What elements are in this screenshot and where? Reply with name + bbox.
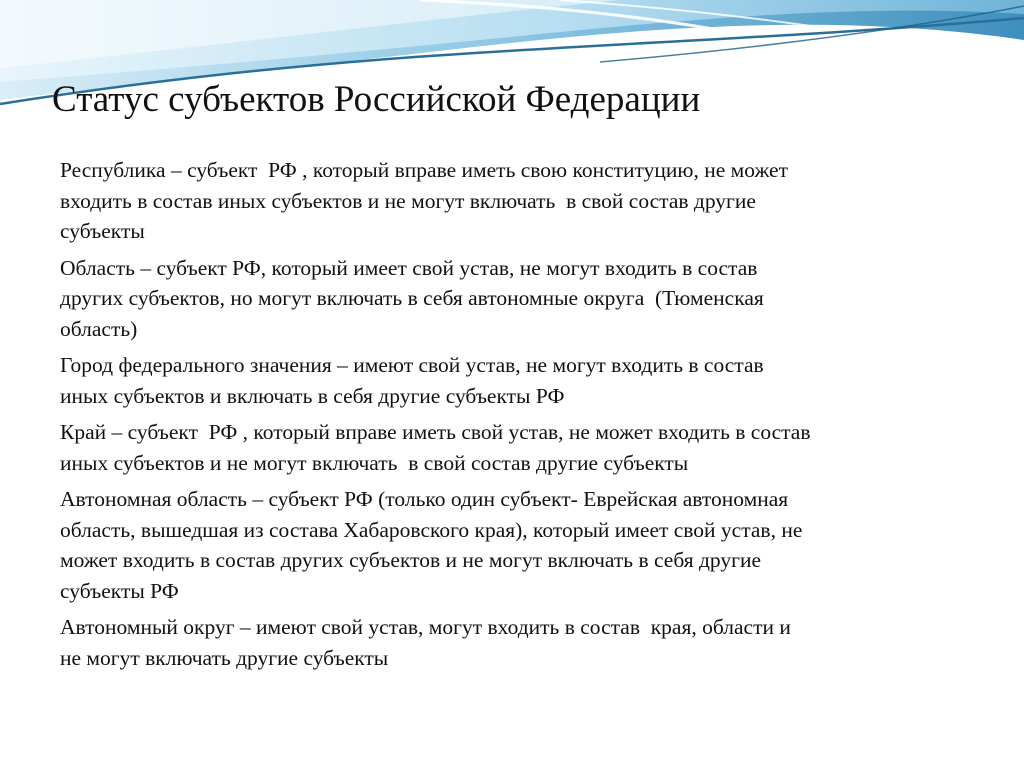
paragraph-line: Автономная область – субъект РФ (только один субъект- Еврейская автономная: [60, 487, 789, 511]
paragraph-line: Республика – субъект РФ , который вправе иметь свою конституцию, не может: [60, 158, 788, 182]
paragraph-line: субъекты РФ: [60, 578, 179, 603]
paragraph: [60, 417, 980, 478]
paragraph: [60, 155, 980, 247]
slide-body: [60, 155, 980, 679]
paragraph: [60, 612, 980, 673]
paragraph-line: иных субъектов и включать в себя другие субъекты РФ: [60, 383, 565, 408]
paragraph: [60, 484, 980, 606]
paragraph-line: может входить в состав других субъектов и не могут включать в себя другие: [60, 548, 762, 572]
paragraph-line: субъекты: [60, 219, 145, 243]
paragraph-line: область): [60, 316, 138, 341]
paragraph-line: Автономный округ – имеют свой устав, могут входить в состав края, области и: [60, 615, 791, 639]
paragraph-line: область, вышедшая из состава Хабаровского края), который имеет свой устав, не: [60, 517, 803, 542]
paragraph-line: иных субъектов и не могут включать в свой состав другие субъекты: [60, 450, 689, 475]
paragraph-line: Область – субъект РФ, который имеет свой устав, не могут входить в состав: [60, 255, 758, 280]
paragraph-line: Город федерального значения – имеют свой устав, не могут входить в состав: [60, 353, 764, 377]
paragraph-line: других субъектов, но могут включать в себя автономные округа (Тюменская: [60, 286, 764, 310]
paragraph: [60, 350, 980, 411]
paragraph-line: входить в состав иных субъектов и не могут включать в свой состав другие: [60, 188, 756, 213]
slide-title: Статус субъектов Российской Федерации: [52, 79, 701, 120]
paragraph-line: Край – субъект РФ , который вправе иметь свой устав, не может входить в состав: [60, 420, 811, 444]
paragraph-line: не могут включать другие субъекты: [60, 645, 389, 670]
paragraph: [60, 253, 980, 345]
